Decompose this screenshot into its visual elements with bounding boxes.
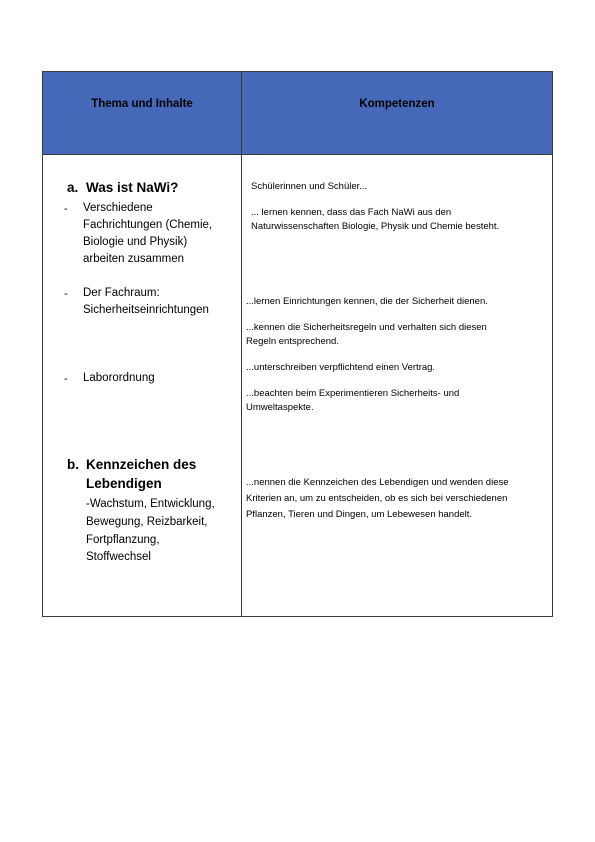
section-b-line: Stoffwechsel [86, 551, 151, 563]
section-b-line: Fortpflanzung, [86, 534, 160, 546]
competency-line: ...unterschreiben verpflichtend einen Vertrag. [246, 362, 436, 373]
item-line: Biologie und Physik) [83, 236, 188, 248]
section-b-title-line: Lebendigen [86, 476, 162, 491]
section-a-marker: a. [67, 180, 79, 195]
competency-line: Regeln entsprechend. [246, 336, 339, 347]
bullet-dash: - [64, 288, 68, 300]
competency-line: Umweltaspekte. [246, 402, 314, 413]
section-b-marker: b. [67, 457, 79, 472]
section-b-line: Bewegung, Reizbarkeit, [86, 516, 208, 528]
competency-line: ... lernen kennen, dass das Fach NaWi aus den [251, 207, 452, 218]
item-line: Laborordnung [83, 372, 155, 384]
item-line: Sicherheitseinrichtungen [83, 304, 209, 316]
competency-intro: Schülerinnen und Schüler... [251, 181, 368, 192]
competency-line: Kriterien an, um zu entscheiden, ob es sich bei verschiedenen [246, 493, 508, 504]
column-divider [241, 72, 242, 616]
table-header-row [43, 72, 552, 155]
curriculum-table [42, 71, 553, 617]
section-a-title: Was ist NaWi? [86, 180, 179, 195]
bullet-dash: - [64, 373, 68, 385]
item-line: Fachrichtungen (Chemie, [83, 219, 213, 231]
competency-line: ...beachten beim Experimentieren Sicherheits- und [246, 388, 460, 399]
section-b-title-line: Kennzeichen des [86, 457, 197, 472]
section-b-line: -Wachstum, Entwicklung, [86, 498, 215, 510]
header-competencies: Kompetenzen [359, 98, 435, 110]
bullet-dash: - [64, 203, 68, 215]
competency-line: ...nennen die Kennzeichen des Lebendigen und wenden diese [246, 477, 509, 488]
competency-line: ...kennen die Sicherheitsregeln und verhalten sich diesen [246, 322, 487, 333]
item-line: arbeiten zusammen [83, 253, 184, 265]
competency-line: Naturwissenschaften Biologie, Physik und Chemie besteht. [251, 221, 500, 232]
competency-line: ...lernen Einrichtungen kennen, die der Sicherheit dienen. [246, 296, 488, 307]
competency-line: Pflanzen, Tieren und Dingen, um Lebewesen handelt. [246, 509, 473, 520]
item-line: Der Fachraum: [83, 287, 160, 299]
item-line: Verschiedene [83, 202, 153, 214]
header-topics: Thema und Inhalte [91, 98, 193, 110]
